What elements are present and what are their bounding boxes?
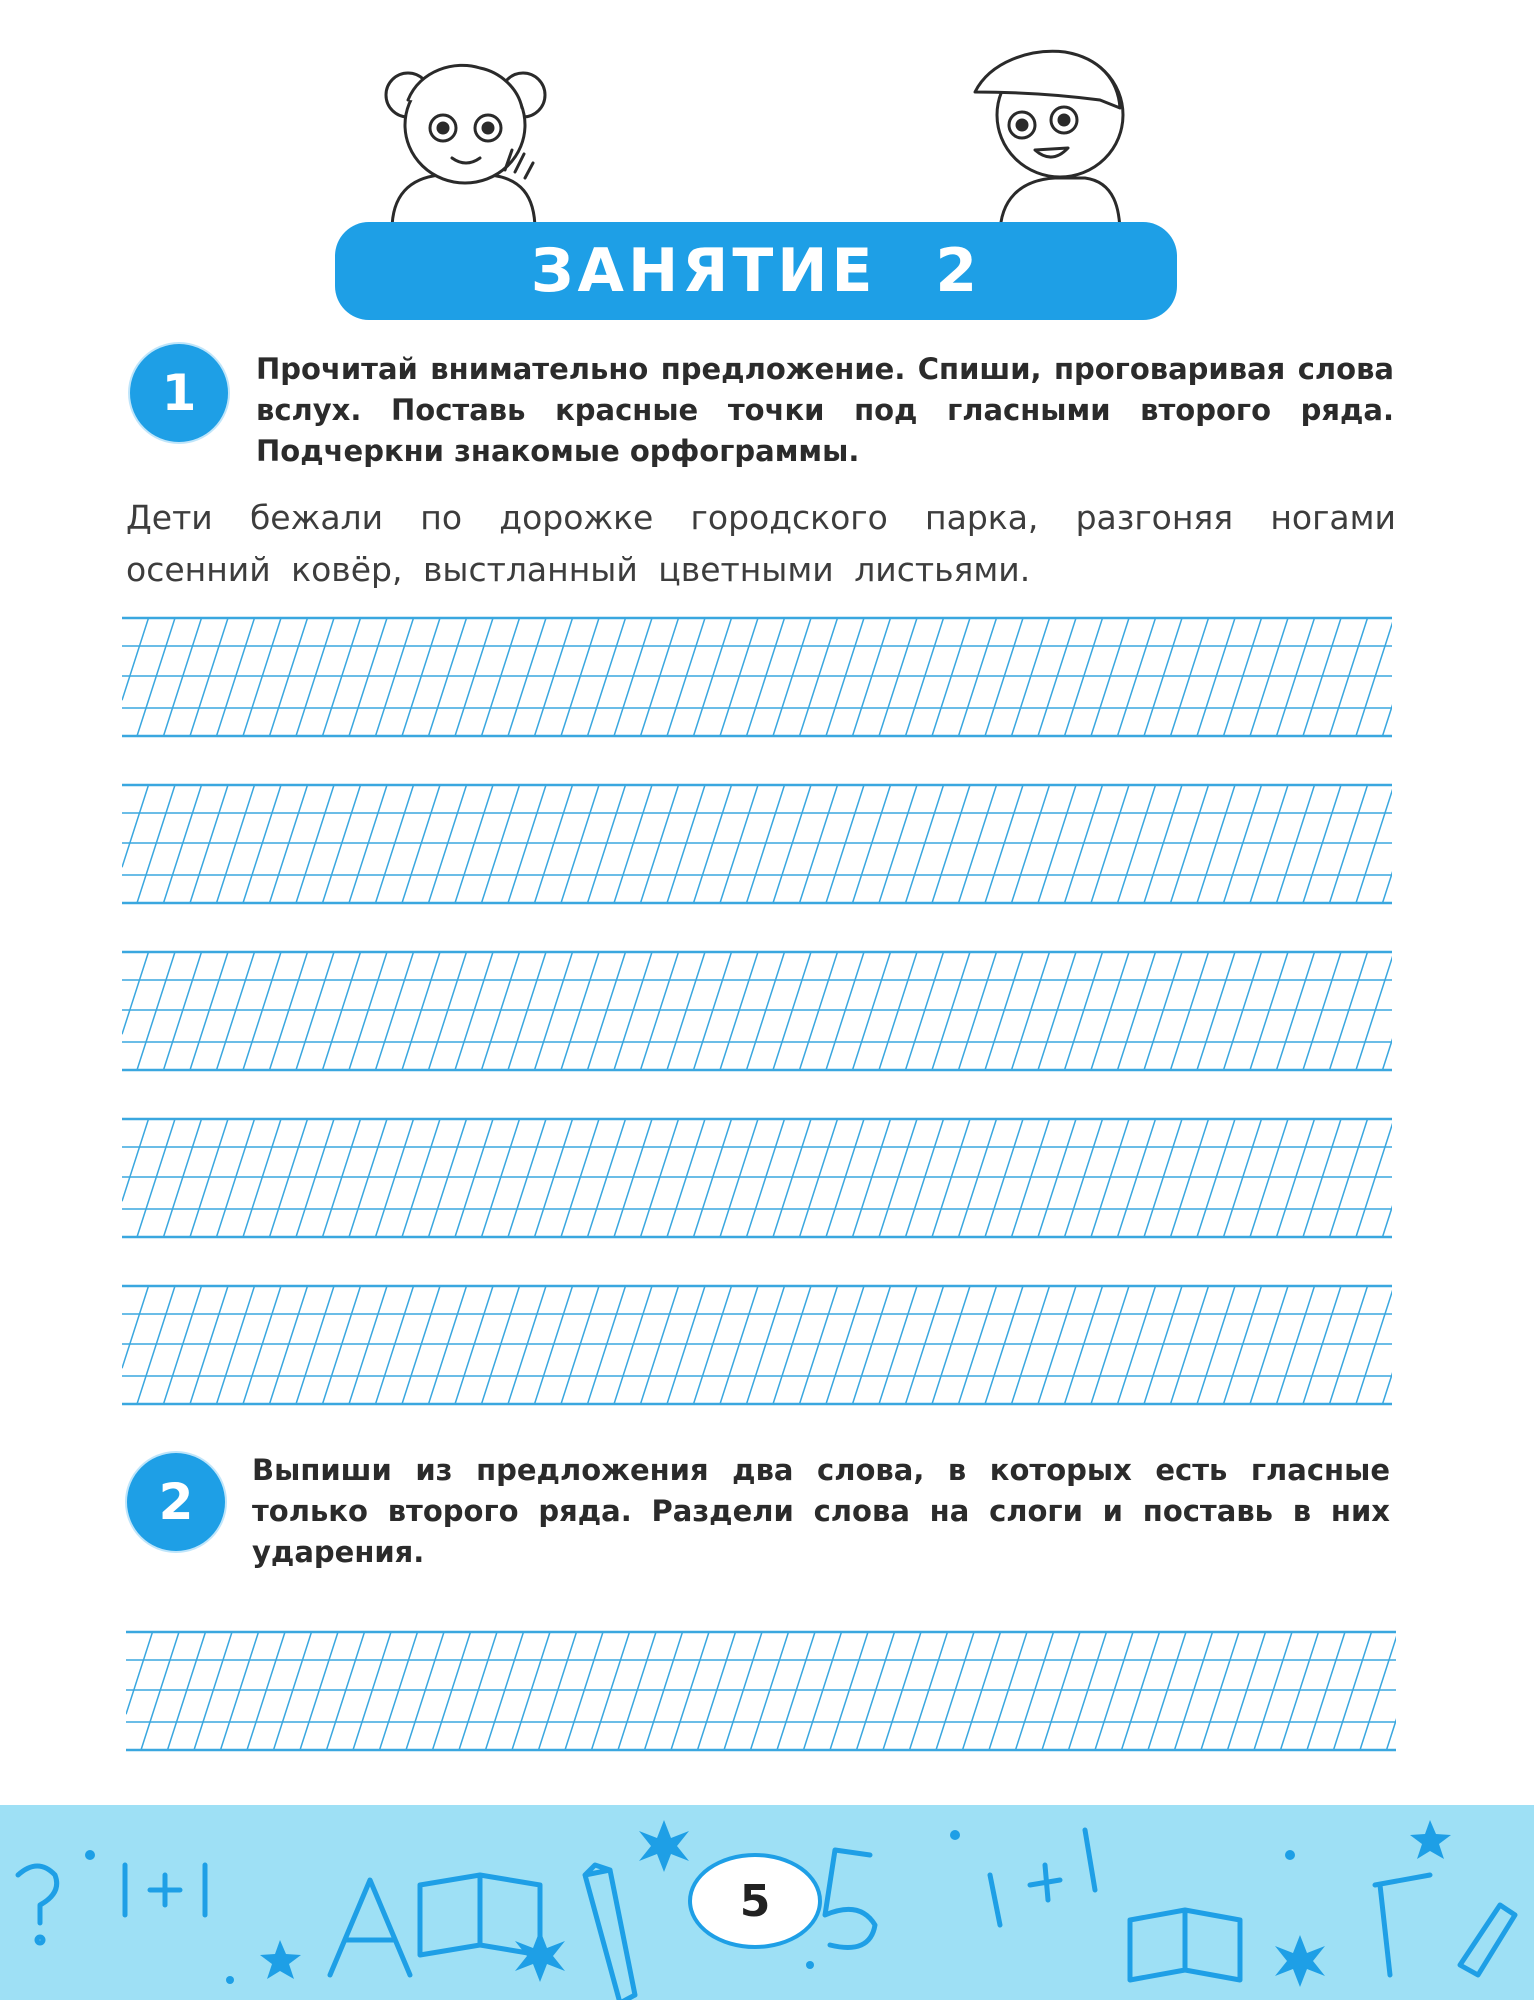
task-instruction: Прочитай внимательно предложение. Спиши, проговаривая слова вслух. Поставь красные точки под гласными второго ряда. Подчеркни знакомые орфограммы. (256, 352, 1394, 468)
page-number: 5 (688, 1853, 822, 1949)
ruling-slant-line (122, 1119, 149, 1201)
writing-line[interactable] (122, 783, 1392, 905)
writing-line[interactable] (122, 1117, 1392, 1239)
task-instruction: Выпиши из предложения два слова, в которых есть гласные только второго ряда. Раздели слова на слоги и поставь в них ударения. (252, 1453, 1390, 1569)
task-number-badge: 2 (127, 1453, 225, 1551)
ruling-slant-line (1383, 618, 1393, 736)
task-number-badge: 1 (130, 344, 228, 442)
lesson-banner (335, 222, 1177, 320)
lesson-title: ЗАНЯТИЕ 2 (530, 236, 982, 306)
boy-illustration (975, 51, 1130, 238)
ruling-slant-line (122, 785, 149, 867)
ruling-slant-line (122, 618, 149, 700)
ruling-slant-line (1383, 785, 1393, 903)
ruling-slant-line (122, 952, 149, 1034)
girl-illustration (385, 65, 555, 230)
ruling-slant-line (126, 1632, 153, 1714)
ruling-slant-line (1383, 952, 1393, 1070)
writing-line[interactable] (122, 1284, 1392, 1406)
ruling-slant-line (1383, 1119, 1393, 1237)
ruling-slant-line (1383, 1286, 1393, 1404)
writing-line[interactable] (126, 1630, 1396, 1752)
ruling-slant-line (122, 1286, 149, 1368)
task-sentence: Дети бежали по дорожке городского парка, разгоняя ногами осенний ковёр, выстланный цветными листьями. (126, 498, 1396, 589)
writing-line[interactable] (122, 950, 1392, 1072)
ruling-slant-line (1387, 1632, 1397, 1750)
writing-line[interactable] (122, 616, 1392, 738)
